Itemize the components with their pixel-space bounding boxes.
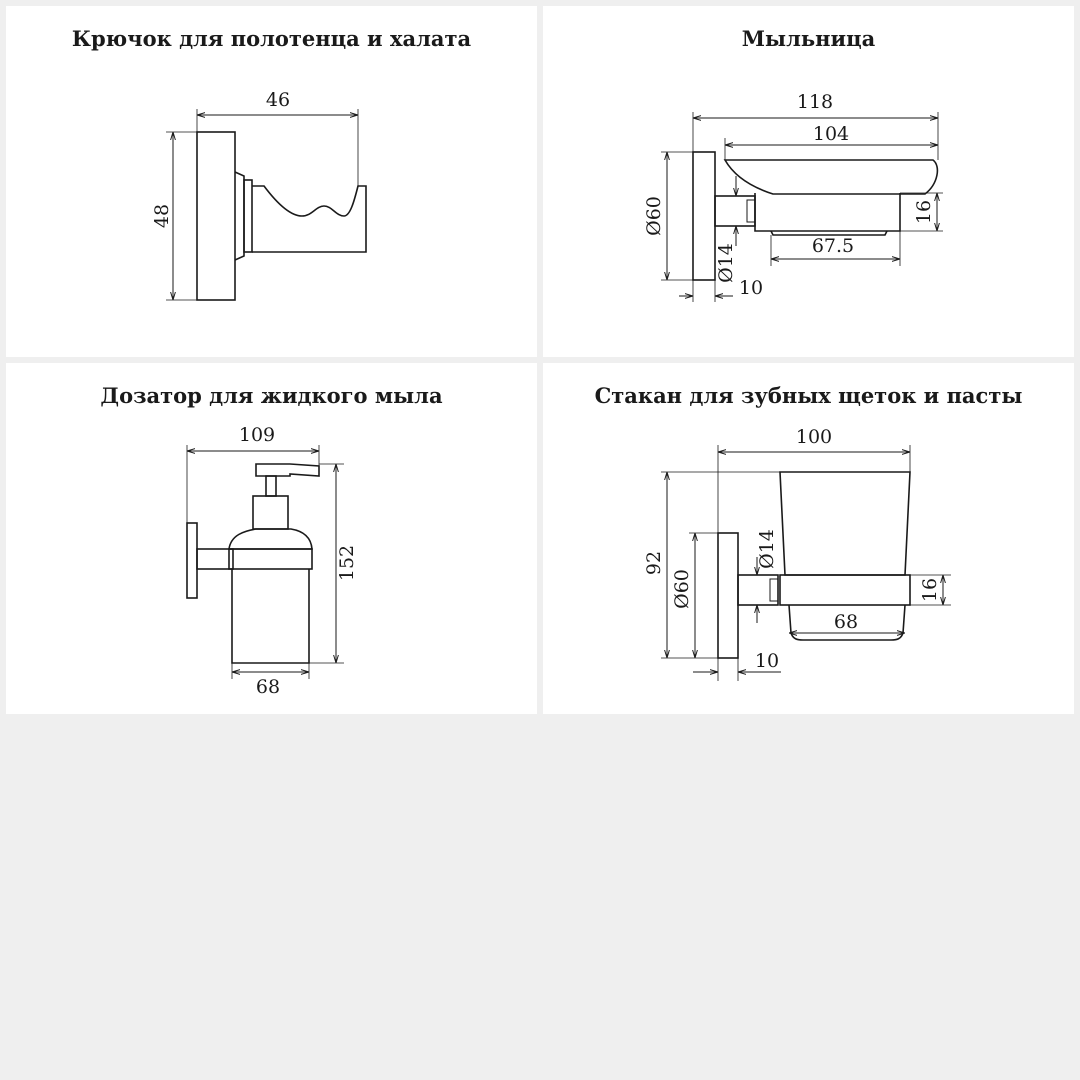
tumbler-rod-label: Ø14 (756, 529, 778, 569)
dispenser-height-label: 152 (336, 544, 358, 582)
tumbler-drawing (543, 363, 1074, 714)
dispenser-drawing (6, 363, 537, 714)
hook-wall-plate (197, 132, 235, 300)
dispenser-neck (253, 496, 288, 529)
dispenser-title: Дозатор для жидкого мыла (100, 383, 443, 408)
dispenser-bottle (232, 569, 309, 663)
hook-panel (6, 6, 537, 357)
tumbler-glass (780, 472, 910, 575)
soap-dish-wall-plate (693, 152, 715, 280)
dispenser-panel (6, 363, 537, 714)
dispenser-bottle-label: 68 (255, 676, 281, 698)
soap-dish-plate-label: Ø60 (643, 196, 665, 236)
tumbler-overall-label: 100 (795, 426, 833, 448)
tumbler-ring (780, 575, 910, 605)
tumbler-ring-label: 16 (919, 577, 941, 603)
tumbler-height-label: 92 (643, 550, 665, 576)
dispenser-overall-label: 109 (238, 424, 276, 446)
soap-dish-offset-label: 10 (738, 277, 764, 299)
hook-drawing (6, 6, 537, 357)
hook-width-label: 46 (265, 89, 291, 111)
hook-flange (235, 172, 244, 260)
dispenser-collar (229, 529, 312, 549)
hook-title: Крючок для полотенца и халата (71, 26, 472, 51)
tumbler-plate-label: Ø60 (671, 569, 693, 609)
tumbler-offset-label: 10 (754, 650, 780, 672)
soap-dish-panel (543, 6, 1074, 357)
tumbler-wall-plate (718, 533, 738, 658)
soap-dish-base-label: 67.5 (811, 235, 855, 257)
soap-dish-tray (725, 160, 937, 194)
soap-dish-dish-label: 104 (812, 123, 850, 145)
dispenser-rod (197, 549, 233, 569)
dispenser-wall-plate (187, 523, 197, 598)
tumbler-panel (543, 363, 1074, 714)
soap-dish-overall-label: 118 (796, 91, 834, 113)
tumbler-title: Стакан для зубных щеток и пасты (594, 383, 1023, 408)
soap-dish-drawing (543, 6, 1074, 357)
dispenser-pump-head (256, 464, 319, 476)
hook-arm (252, 186, 366, 252)
soap-dish-depth-label: 16 (913, 199, 935, 225)
tumbler-glass-label: 68 (833, 611, 859, 633)
hook-height-label: 48 (151, 203, 173, 229)
soap-dish-title: Мыльница (741, 26, 876, 51)
soap-dish-rod-label: Ø14 (715, 243, 737, 283)
